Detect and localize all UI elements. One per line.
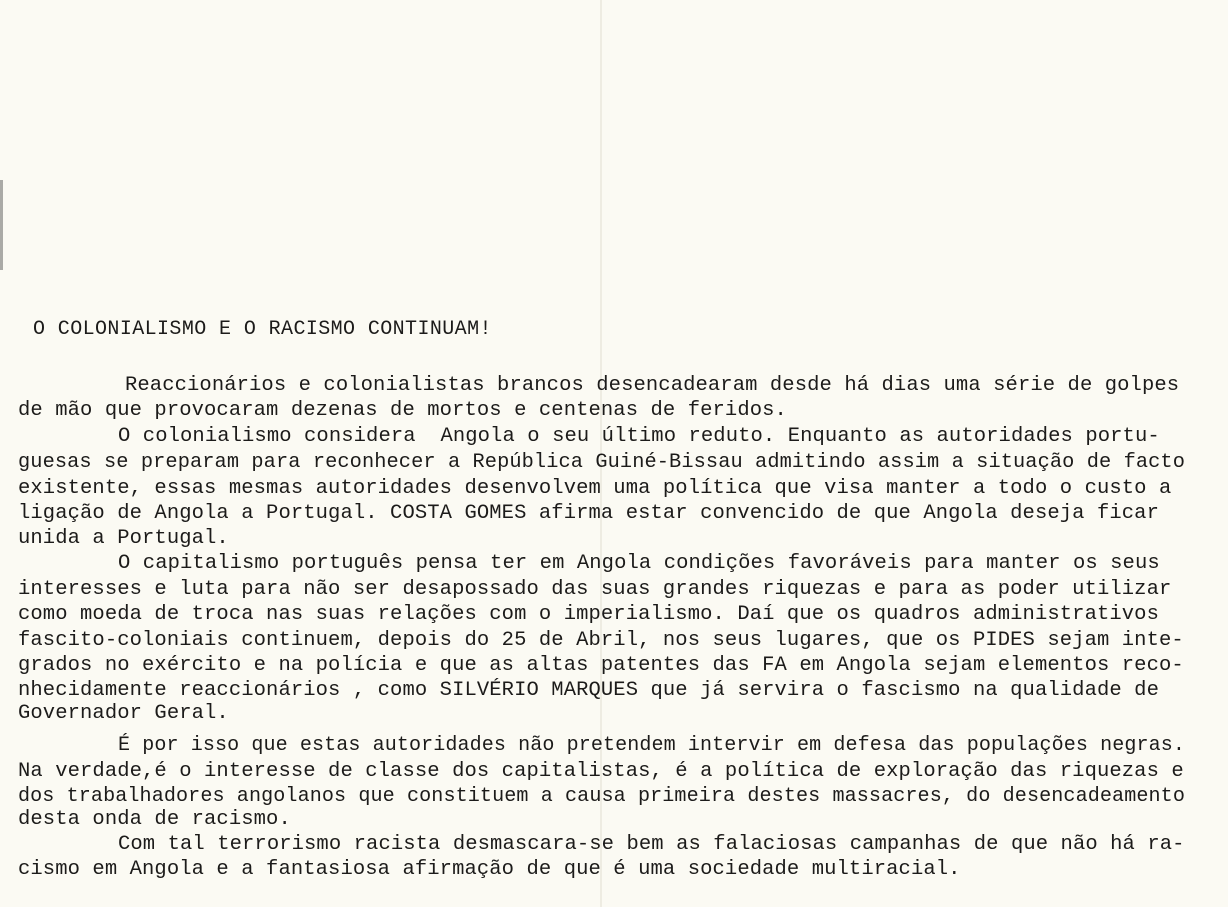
text-line: Reaccionários e colonialistas brancos desencadearam desde há dias uma série de golpes: [125, 374, 1180, 397]
document-title: O COLONIALISMO E O RACISMO CONTINUAM!: [33, 318, 492, 341]
text-line: Governador Geral.: [18, 702, 229, 725]
text-line: Na verdade,é o interesse de classe dos capitalistas, é a política de exploração das riquezas e: [18, 760, 1184, 783]
text-line: fascito-coloniais continuem, depois do 25 de Abril, nos seus lugares, que os PIDES sejam inte-: [18, 629, 1184, 652]
text-line: existente, essas mesmas autoridades desenvolvem uma política que visa manter a todo o custo a: [18, 477, 1172, 500]
text-line: É por isso que estas autoridades não pretendem intervir em defesa das populações negras.: [118, 734, 1185, 757]
text-line: desta onda de racismo.: [18, 808, 291, 831]
scan-edge-mark: [0, 180, 3, 270]
text-line: unida a Portugal.: [18, 527, 229, 550]
text-line: O capitalismo português pensa ter em Angola condições favoráveis para manter os seus: [118, 552, 1160, 575]
text-line: interesses e luta para não ser desapossado das suas grandes riquezas e para as poder utilizar: [18, 578, 1172, 601]
text-line: Com tal terrorismo racista desmascara-se bem as falaciosas campanhas de que não há ra-: [118, 833, 1185, 856]
text-line: nhecidamente reaccionários , como SILVÉRIO MARQUES que já servira o fascismo na qualidade de: [18, 679, 1159, 702]
text-line: dos trabalhadores angolanos que constituem a causa primeira destes massacres, do desencadeamento: [18, 785, 1185, 808]
text-line: ligação de Angola a Portugal. COSTA GOMES afirma estar convencido de que Angola deseja ficar: [18, 502, 1159, 525]
text-line: O colonialismo considera Angola o seu último reduto. Enquanto as autoridades portu-: [118, 425, 1160, 448]
text-line: de mão que provocaram dezenas de mortos e centenas de feridos.: [18, 399, 787, 422]
text-line: guesas se preparam para reconhecer a República Guiné-Bissau admitindo assim a situação de facto: [18, 451, 1185, 474]
text-line: cismo em Angola e a fantasiosa afirmação de que é uma sociedade multiracial.: [18, 858, 961, 881]
text-line: como moeda de troca nas suas relações com o imperialismo. Daí que os quadros administrativos: [18, 603, 1159, 626]
text-line: grados no exército e na polícia e que as altas patentes das FA em Angola sejam elementos reco-: [18, 654, 1184, 677]
